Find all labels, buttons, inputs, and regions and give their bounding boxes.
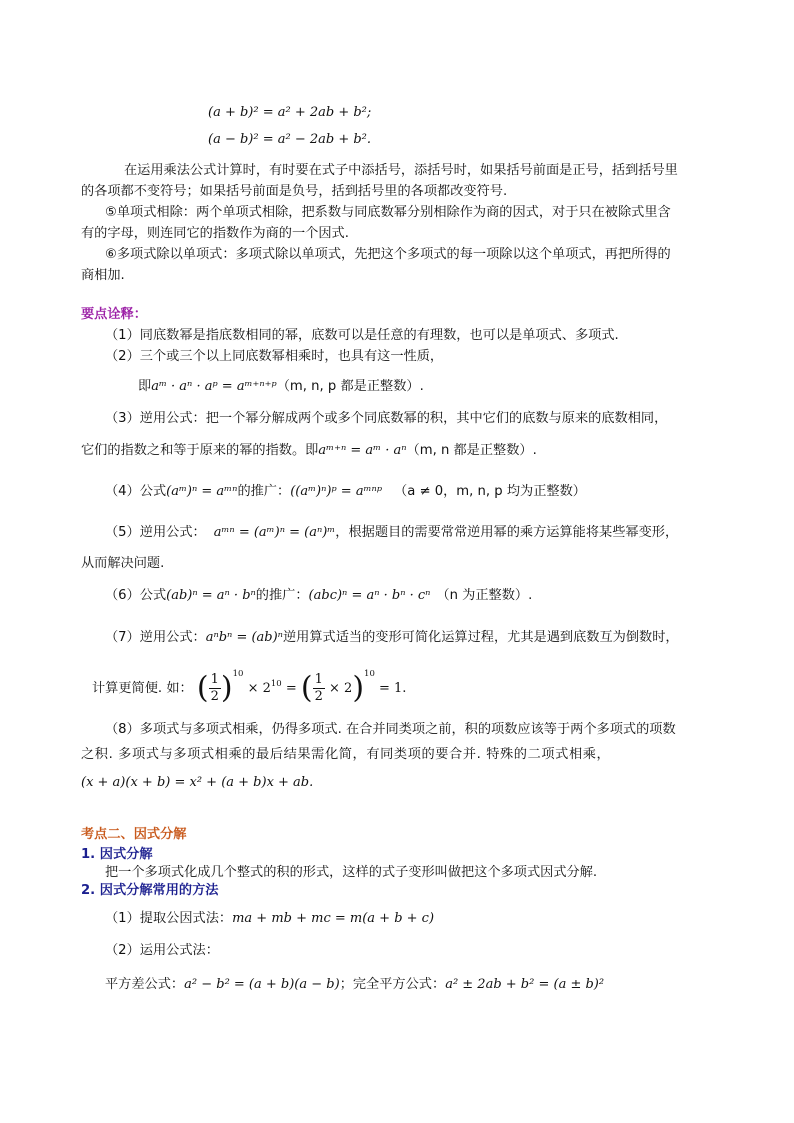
- key-point-8-formula: (x + a)(x + b) = x² + (a + b)x + ab.: [81, 775, 314, 790]
- key-point-3-line2: [81, 441, 537, 461]
- key-point-4-mid: 的推广：: [237, 484, 291, 499]
- method-1-label: （1）提取公因式法：: [105, 911, 233, 926]
- key-point-8-line1: （8）多项式与多项式相乘，仍得多项式. 在合并同类项之前，积的项数应该等于两个多项式的项数: [105, 722, 676, 737]
- key-point-4: [105, 482, 586, 502]
- key-point-5-prefix: （5）逆用公式：: [105, 525, 206, 540]
- formula-expr: aᵐ · aⁿ · aᵖ = aᵐ⁺ⁿ⁺ᵖ: [151, 379, 277, 394]
- key-point-7-line1: [105, 628, 679, 648]
- key-point-1: （1）同底数幂是指底数相同的幂，底数可以是任意的有理数，也可以是单项式、多项式.: [105, 328, 619, 343]
- method-formula-line: [105, 975, 604, 995]
- key-point-4-expr1: (aᵐ)ⁿ = aᵐⁿ: [166, 484, 238, 499]
- section-factorization-heading: 考点二、因式分解: [81, 827, 187, 842]
- item-6-line2: 商相加.: [81, 268, 125, 283]
- key-point-5-line2: 从而解决问题.: [81, 556, 165, 571]
- key-point-7-prefix: （7）逆用公式：: [105, 630, 206, 645]
- key-point-3-note: （m, n 都是正整数）.: [406, 443, 537, 458]
- difference-of-squares-expr: a² − b² = (a + b)(a − b): [184, 977, 340, 992]
- method-common-factor: [105, 909, 434, 929]
- key-point-5-expr: aᵐⁿ = (aᵐ)ⁿ = (aⁿ)ᵐ: [213, 525, 336, 540]
- key-point-3-text: 它们的指数之和等于原来的幂的指数。即: [81, 443, 319, 458]
- perfect-square-label: ；完全平方公式：: [339, 977, 446, 992]
- key-point-2-formula: [138, 377, 424, 397]
- key-point-6-expr1: (ab)ⁿ = aⁿ · bⁿ: [166, 588, 256, 603]
- formula-prefix: 即: [138, 379, 152, 394]
- key-point-7-example: [92, 666, 406, 712]
- formula-square-plus: (a + b)² = a² + 2ab + b²;: [208, 105, 372, 120]
- key-point-3-expr: aᵐ⁺ⁿ = aᵐ · aⁿ: [318, 443, 407, 458]
- key-point-4-prefix: （4）公式: [105, 484, 167, 499]
- key-point-5-line1: [105, 523, 678, 543]
- factorization-subheading-1: 1. 因式分解: [81, 847, 153, 862]
- paragraph-bracket-line2: 的各项都不变符号；如果括号前面是负号，括到括号里的各项都改变符号.: [81, 184, 508, 199]
- method-formula-label: （2）运用公式法：: [105, 943, 219, 958]
- paragraph-bracket-line1: 在运用乘法公式计算时，有时要在式子中添括号，添括号时，如果括号前面是正号，括到括号里: [124, 163, 678, 178]
- key-point-8-line2: 之积. 多项式与多项式相乘的最后结果需化简，有同类项的要合并. 特殊的二项式相乘，: [81, 747, 611, 762]
- item-6-line1: ⑥多项式除以单项式：多项式除以单项式，先把这个多项式的每一项除以这个单项式，再把所得的: [105, 247, 671, 262]
- key-point-4-note: （a ≠ 0，m, n, p 均为正整数）: [394, 484, 586, 499]
- key-point-7-expr: aⁿbⁿ = (ab)ⁿ: [205, 630, 283, 645]
- key-point-6-mid: 的推广：: [255, 588, 309, 603]
- key-points-heading: 要点诠释：: [81, 307, 147, 322]
- item-5-line2: 有的字母，则连同它的指数作为商的一个因式.: [81, 226, 349, 241]
- formula-note: （m, n, p 都是正整数）.: [276, 379, 424, 394]
- key-point-6-prefix: （6）公式: [105, 588, 167, 603]
- method-1-expr: ma + mb + mc = m(a + b + c): [232, 911, 435, 926]
- key-point-2: （2）三个或三个以上同底数幂相乘时，也具有这一性质，: [105, 349, 444, 364]
- difference-of-squares-label: 平方差公式：: [105, 977, 185, 992]
- factorization-definition: 把一个多项式化成几个整式的积的形式，这样的式子变形叫做把这个多项式因式分解.: [105, 865, 598, 880]
- factorization-subheading-2: 2. 因式分解常用的方法: [81, 883, 219, 898]
- key-point-6-note: （n 为正整数）.: [436, 588, 533, 603]
- item-5-line1: ⑤单项式相除：两个单项式相除，把系数与同底数幂分别相除作为商的因式，对于只在被除式里含: [105, 205, 671, 220]
- perfect-square-expr: a² ± 2ab + b² = (a ± b)²: [445, 977, 605, 992]
- key-point-7-example-prefix: 计算更简便. 如：: [92, 681, 193, 696]
- key-point-6-expr2: (abc)ⁿ = aⁿ · bⁿ · cⁿ: [308, 588, 431, 603]
- formula-square-minus: (a − b)² = a² − 2ab + b².: [208, 132, 372, 147]
- key-point-4-expr2: ((aᵐ)ⁿ)ᵖ = aᵐⁿᵖ: [290, 484, 383, 499]
- key-point-7-rest: 逆用算式适当的变形可简化运算过程，尤其是遇到底数互为倒数时，: [282, 630, 679, 645]
- example-expression: ( $\frac{1}{2}$ )$^{10} \times 2^{10}$ = ( $\frac{1}{2}$ × 2)$^{10}$: [196, 669, 375, 706]
- key-point-3-line1: （3）逆用公式：把一个幂分解成两个或多个同底数幂的积，其中它们的底数与原来的底数相同，: [105, 411, 668, 426]
- key-point-5-rest: ，根据题目的需要常常逆用幂的乘方运算能将某些幂变形，: [335, 525, 679, 540]
- key-point-6: [105, 586, 532, 606]
- example-result: = 1.: [379, 681, 407, 696]
